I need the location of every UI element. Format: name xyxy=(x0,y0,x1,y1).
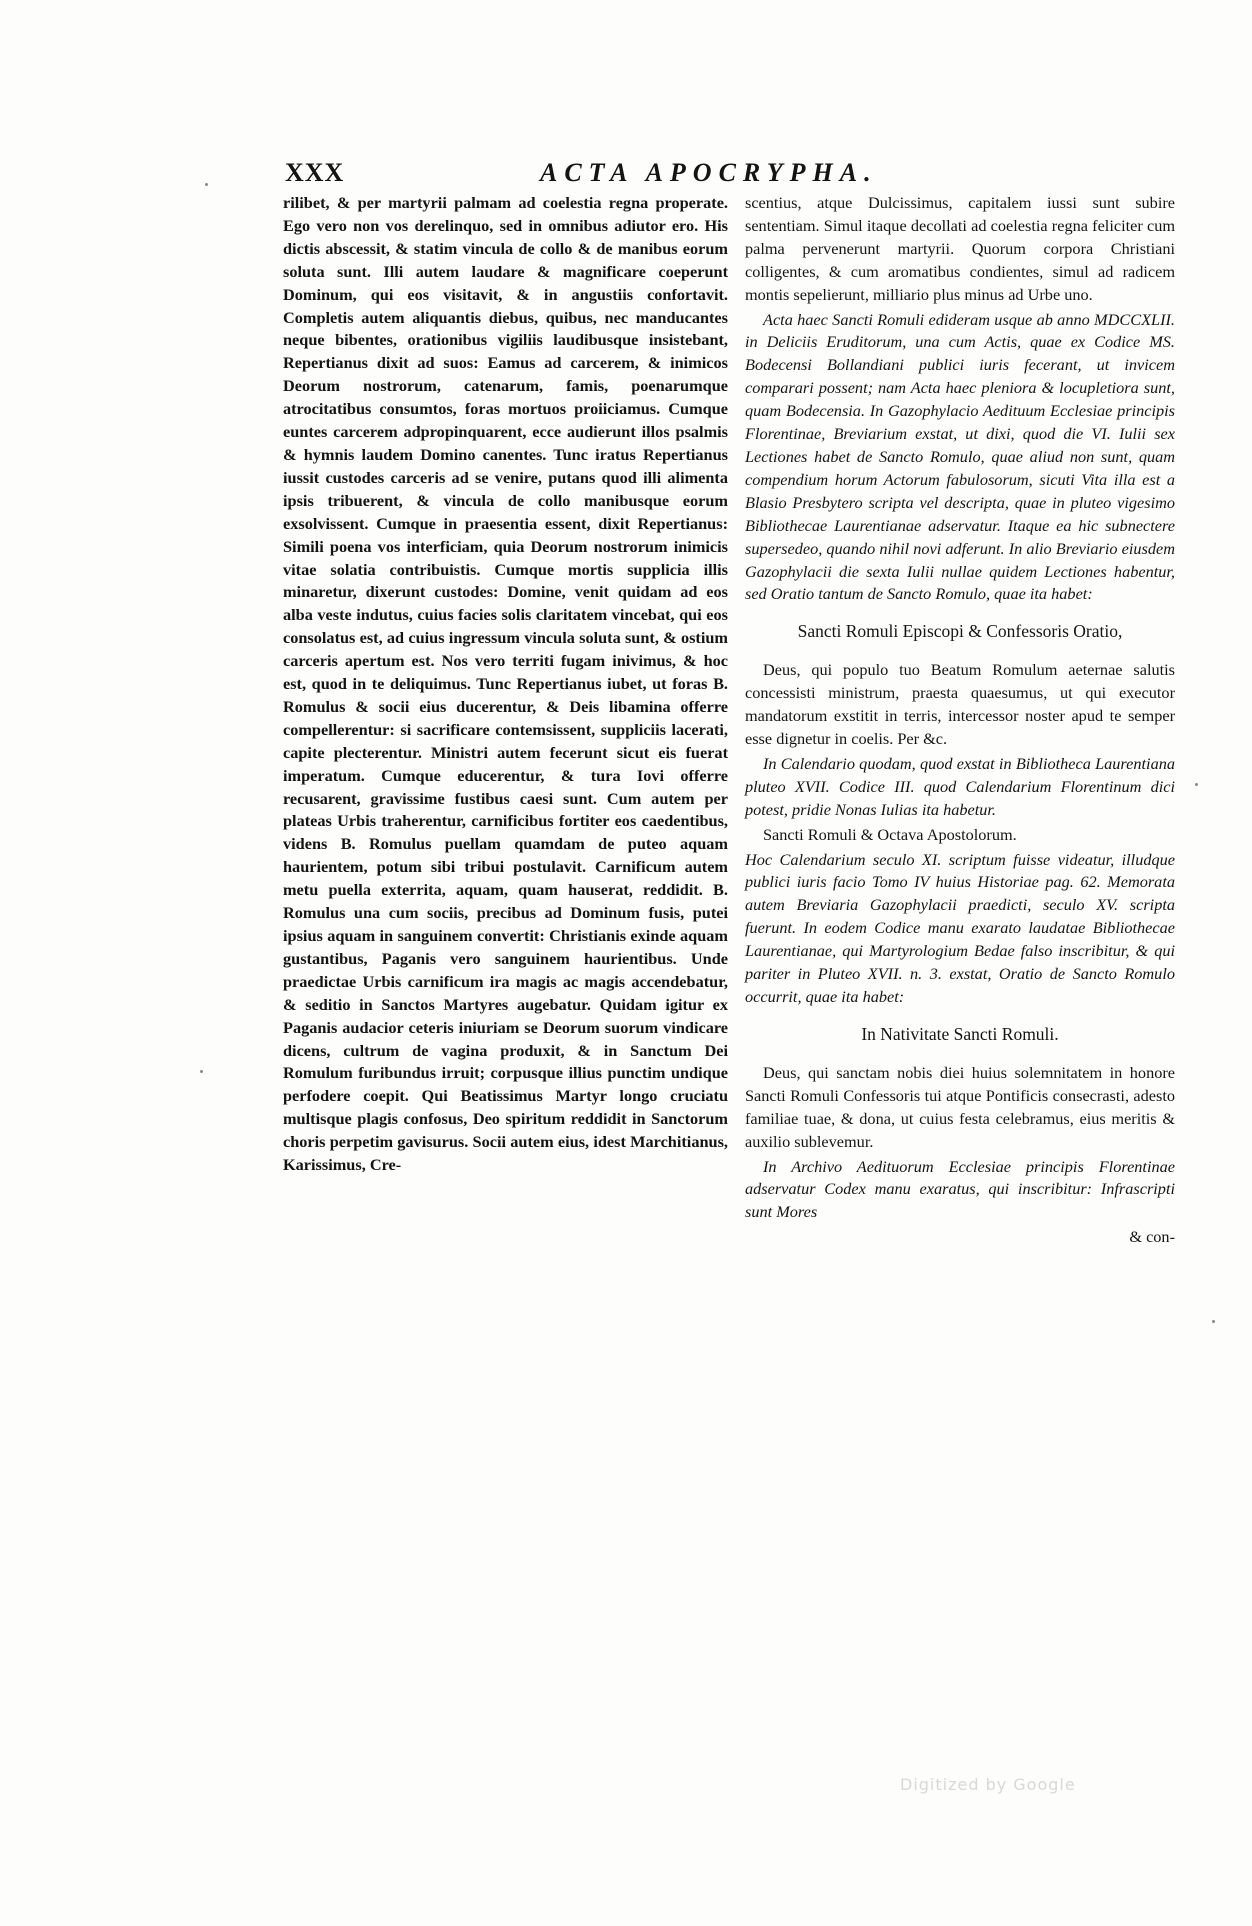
prayer-1: Deus, qui populo tuo Beatum Romulum aeternae salutis concessisti ministrum, praesta quaesumus, ut qui executor mandatorum exstitit in terris, intercessor noster apud te semper esse dignetur in coelis. Per &c. xyxy=(745,660,1175,749)
section-heading-nativitate: In Nativitate Sancti Romuli. xyxy=(861,1023,1059,1044)
running-head xyxy=(285,158,1170,192)
print-speck xyxy=(1195,783,1198,786)
print-speck xyxy=(1212,1320,1215,1323)
opening-paragraph: scentius, atque Dulcissimus, capitalem iussi sunt subire sententiam. Simul itaque decollati ad coelestia regna feliciter cum palma pervenerunt martyrii. Quorum corpora Christiani colligentes, & cum aromatibus condientes, simul ad radicem montis sepelierunt, milliario plus minus ad Urbe uno. xyxy=(745,193,1175,304)
watermark-text: Digitized by Google xyxy=(900,1775,1076,1794)
calendar-entry: Sancti Romuli & Octava Apostolorum. xyxy=(763,824,1017,844)
print-speck xyxy=(205,183,208,186)
editorial-note-1: Acta haec Sancti Romuli edideram usque ab anno MDCCXLII. in Deliciis Eruditorum, una cum Actis, quae ex Codice MS. Bodecensi Bollandiani publici iuris fecerant, ut invicem comparari possent; nam Acta haec pleniora & locupletiora sunt, quam Bodecensia. In Gazophylacio Aedituum Ecclesiae principis Florentinae, Breviarium exstat, ut dixi, quod die VI. Iulii sex Lectiones habet de Sancto Romulo, quae aliud non sunt, quam compendium horum Actorum fabulosorum, sicuti Vita illa est a Blasio Presbytero scripta vel descripta, quae in pluteo vigesimo Bibliothecae Laurentianae adservatur. Itaque ea hic subnectere supersedeo, quando nihil novi adferunt. In alio Breviario eiusdem Gazophylacii die sexta Iulii nullae quidem Lectiones habentur, sed Oratio tantum de Sancto Romulo, quae ita habet: xyxy=(745,309,1175,604)
prayer-2: Deus, qui sanctam nobis diei huius solemnitatem in honore Sancti Romuli Confessoris tui atque Pontificis consecrasti, adesto familiae tuae, & dona, ut cuius festa celebramus, eius meritis & auxilio sublevemur. xyxy=(745,1062,1175,1151)
digitized-watermark xyxy=(900,1775,1076,1794)
running-title: ACTA APOCRYPHA. xyxy=(540,158,878,187)
left-column xyxy=(283,192,728,1179)
print-speck xyxy=(200,1070,203,1073)
section-heading-oratio: Sancti Romuli Episcopi & Confessoris Oratio, xyxy=(797,621,1123,642)
editorial-note-2: In Calendario quodam, quod exstat in Bibliotheca Laurentiana pluteo XVII. Codice III. quod Calendarium Florentinum dici potest, pridie Nonas Iulias ita habetur. xyxy=(745,753,1175,819)
right-column xyxy=(745,192,1175,1249)
editorial-note-3: Hoc Calendarium seculo XI. scriptum fuisse videatur, illudque publici iuris facio Tomo IV huius Historiae pag. 62. Memorata autem Breviaria Gazophylacii praedicti, seculo XV. scripta fuerunt. In eodem Codice manu exarato laudatae Bibliothecae Laurentianae, qui Martyrologium Bedae falso inscribitur, & qui pariter in Pluteo XVII. n. 3. exstat, Oratio de Sancto Romulo occurrit, quae ita habet: xyxy=(745,849,1175,1006)
page-number: XXX xyxy=(285,158,345,187)
editorial-note-4: In Archivo Aedituorum Ecclesiae principis Florentinae adservatur Codex manu exaratus, qui inscribitur: Infrascripti sunt Mores xyxy=(745,1156,1175,1222)
catchword: & con- xyxy=(1129,1227,1175,1247)
left-column-text: rilibet, & per martyrii palmam ad coelestia regna properate. Ego vero non vos derelinquo, sed in omnibus adiutor ero. His dictis abscessit, & statim vincula de collo & de manibus eorum soluta sunt. Illi autem laudare & magnificare coeperunt Dominum, qui eos visitavit, & in angustiis confortavit. Completis autem aliquantis diebus, quibus, nec manducantes neque bibentes, orationibus vigiliis laudibusque insistebant, Repertianus dixit ad suos: Eamus ad carcerem, & inimicos Deorum nostrorum, catenarum, famis, poenarumque atrocitatibus consumtos, foras mortuos proiiciamus. Cumque euntes carcerem adpropinquarent, ecce audierunt illos psalmis & hymnis laudem Domino canentes. Tunc iratus Repertianus iussit custodes carceris ad se venire, putans quod illi alimenta ipsis tribuerent, & vincula de collo manibusque eorum exsolvissent. Cumque in praesentia essent, dixit Repertianus: Simili poena vos interficiam, quia Deorum nostrorum inimicis vitae solatia contribuistis. Cumque mortis supplicia illis minaretur, dixerunt custodes: Domine, venit quidam ad eos alba veste indutus, cuius facies solis claritatem vincebat, qui eos consolatus est, ad cuius ingressum vincula soluta sunt, & ostium carceris apertum est. Nos vero territi fugam inivimus, & hoc est, quod in te deliquimus. Tunc Repertianus iubet, ut foras B. Romulus & socii eius ducerentur, & Deis libamina offerre compellerentur: si sacrificare contemsissent, suppliciis lacerati, capite plecterentur. Ministri autem fecerunt sicut eis fuerat imperatum. Cumque educerentur, & tura Iovi offerre recusarent, gravissime fustibus caesi sunt. Cum autem per plateas Urbis traherentur, carnificibus fortiter eos caedentibus, videns B. Romulus puellam quamdam de puteo aquam haurientem, potum sibi tribui postulavit. Carnificum autem metu puella exterrita, aquam, quam hauserat, reddidit. B. Romulus una cum sociis, precibus ad Dominum fusis, putei ipsius aquam in sanguinem convertit: Christianis exinde aquam gustantibus, Paganis vero sanguinem haurientibus. Unde praedictae Urbis carnificum ira magis ac magis accendebatur, & seditio in Sanctos Martyres augebatur. Quidam igitur ex Paganis audacior ceteris iniuriam se Deorum suorum vindicare dicens, cultrum de vagina produxit, & in Sanctum Dei Romulum furibundus irruit; corpusque illius punctim undique perfodere coepit. Qui Beatissimus Martyr longo cruciatu multisque plagis confosus, Deo spiritum reddidit in Sanctorum choris perpetim gavisurus. Socii autem eius, idest Marchitianus, Karissimus, Cre- xyxy=(283,193,728,1175)
